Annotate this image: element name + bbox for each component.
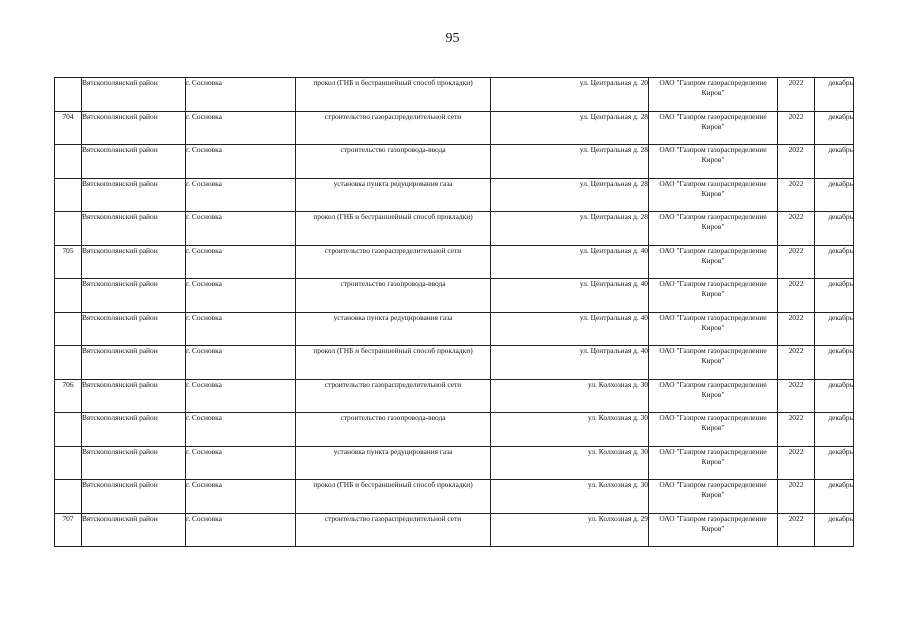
- year-cell: 2022: [778, 145, 815, 179]
- month-cell: декабрь: [815, 212, 854, 246]
- work-type-cell: прокол (ГНБ и бестраншейный способ прокладки): [296, 78, 491, 112]
- row-number: 707: [55, 513, 82, 547]
- address-cell: ул. Центральная д. 40: [491, 312, 649, 346]
- year-cell: 2022: [778, 312, 815, 346]
- settlement-cell: г. Сосновка: [186, 312, 296, 346]
- address-cell: ул. Колхозная д. 30: [491, 480, 649, 514]
- address-cell: ул. Центральная д. 28: [491, 178, 649, 212]
- address-cell: ул. Центральная д. 28: [491, 145, 649, 179]
- table-row: [55, 312, 854, 346]
- year-cell: 2022: [778, 212, 815, 246]
- work-type-cell: строительство газопровода-ввода: [296, 145, 491, 179]
- table-row: [55, 346, 854, 380]
- settlement-cell: г. Сосновка: [186, 145, 296, 179]
- table-body: [55, 78, 854, 547]
- organization-cell: ОАО "Газпром газораспределение Киров": [649, 145, 778, 179]
- year-cell: 2022: [778, 446, 815, 480]
- address-cell: ул. Колхозная д. 30: [491, 446, 649, 480]
- address-cell: ул. Центральная д. 28: [491, 212, 649, 246]
- page-number: 95: [445, 31, 460, 46]
- district-cell: Вятскополянский район: [82, 245, 186, 279]
- year-cell: 2022: [778, 279, 815, 313]
- settlement-cell: г. Сосновка: [186, 513, 296, 547]
- table-row: [55, 145, 854, 179]
- row-number: [55, 480, 82, 514]
- table-row: [55, 279, 854, 313]
- work-type-cell: прокол (ГНБ и бестраншейный способ прокладки): [296, 346, 491, 380]
- work-type-cell: установка пункта редуцирования газа: [296, 446, 491, 480]
- table-row: [55, 379, 854, 413]
- year-cell: 2022: [778, 111, 815, 145]
- year-cell: 2022: [778, 480, 815, 514]
- month-cell: декабрь: [815, 346, 854, 380]
- address-cell: ул. Колхозная д. 29: [491, 513, 649, 547]
- address-cell: ул. Центральная д. 40: [491, 245, 649, 279]
- organization-cell: ОАО "Газпром газораспределение Киров": [649, 513, 778, 547]
- address-cell: ул. Центральная д. 40: [491, 346, 649, 380]
- month-cell: декабрь: [815, 78, 854, 112]
- organization-cell: ОАО "Газпром газораспределение Киров": [649, 312, 778, 346]
- organization-cell: ОАО "Газпром газораспределение Киров": [649, 245, 778, 279]
- settlement-cell: г. Сосновка: [186, 379, 296, 413]
- district-cell: Вятскополянский район: [82, 480, 186, 514]
- address-cell: ул. Центральная д. 28: [491, 111, 649, 145]
- table-row: [55, 413, 854, 447]
- row-number: [55, 178, 82, 212]
- year-cell: 2022: [778, 413, 815, 447]
- address-cell: ул. Центральная д. 40: [491, 279, 649, 313]
- organization-cell: ОАО "Газпром газораспределение Киров": [649, 279, 778, 313]
- organization-cell: ОАО "Газпром газораспределение Киров": [649, 346, 778, 380]
- table-row: [55, 212, 854, 246]
- settlement-cell: г. Сосновка: [186, 178, 296, 212]
- month-cell: декабрь: [815, 480, 854, 514]
- row-number: [55, 212, 82, 246]
- address-cell: ул. Центральная д. 20: [491, 78, 649, 112]
- row-number: [55, 346, 82, 380]
- settlement-cell: г. Сосновка: [186, 279, 296, 313]
- organization-cell: ОАО "Газпром газораспределение Киров": [649, 111, 778, 145]
- organization-cell: ОАО "Газпром газораспределение Киров": [649, 78, 778, 112]
- address-cell: ул. Колхозная д. 30: [491, 379, 649, 413]
- settlement-cell: г. Сосновка: [186, 413, 296, 447]
- district-cell: Вятскополянский район: [82, 279, 186, 313]
- month-cell: декабрь: [815, 513, 854, 547]
- row-number: [55, 279, 82, 313]
- district-cell: Вятскополянский район: [82, 145, 186, 179]
- work-type-cell: установка пункта редуцирования газа: [296, 178, 491, 212]
- row-number: [55, 145, 82, 179]
- district-cell: Вятскополянский район: [82, 312, 186, 346]
- district-cell: Вятскополянский район: [82, 513, 186, 547]
- organization-cell: ОАО "Газпром газораспределение Киров": [649, 379, 778, 413]
- work-type-cell: прокол (ГНБ и бестраншейный способ прокладки): [296, 480, 491, 514]
- month-cell: декабрь: [815, 111, 854, 145]
- work-type-cell: строительство газораспределительной сети: [296, 513, 491, 547]
- year-cell: 2022: [778, 78, 815, 112]
- table-row: [55, 78, 854, 112]
- month-cell: декабрь: [815, 279, 854, 313]
- table-row: [55, 446, 854, 480]
- settlement-cell: г. Сосновка: [186, 78, 296, 112]
- year-cell: 2022: [778, 178, 815, 212]
- district-cell: Вятскополянский район: [82, 212, 186, 246]
- year-cell: 2022: [778, 346, 815, 380]
- table-row: [55, 178, 854, 212]
- district-cell: Вятскополянский район: [82, 111, 186, 145]
- month-cell: декабрь: [815, 413, 854, 447]
- district-cell: Вятскополянский район: [82, 346, 186, 380]
- work-type-cell: строительство газопровода-ввода: [296, 279, 491, 313]
- month-cell: декабрь: [815, 178, 854, 212]
- settlement-cell: г. Сосновка: [186, 480, 296, 514]
- district-cell: Вятскополянский район: [82, 379, 186, 413]
- table-row: [55, 111, 854, 145]
- registry-table: [54, 77, 854, 547]
- settlement-cell: г. Сосновка: [186, 446, 296, 480]
- work-type-cell: установка пункта редуцирования газа: [296, 312, 491, 346]
- work-type-cell: строительство газопровода-ввода: [296, 413, 491, 447]
- month-cell: декабрь: [815, 145, 854, 179]
- district-cell: Вятскополянский район: [82, 413, 186, 447]
- month-cell: декабрь: [815, 312, 854, 346]
- district-cell: Вятскополянский район: [82, 446, 186, 480]
- month-cell: декабрь: [815, 379, 854, 413]
- settlement-cell: г. Сосновка: [186, 245, 296, 279]
- row-number: [55, 312, 82, 346]
- organization-cell: ОАО "Газпром газораспределение Киров": [649, 446, 778, 480]
- year-cell: 2022: [778, 379, 815, 413]
- month-cell: декабрь: [815, 446, 854, 480]
- organization-cell: ОАО "Газпром газораспределение Киров": [649, 212, 778, 246]
- year-cell: 2022: [778, 513, 815, 547]
- month-cell: декабрь: [815, 245, 854, 279]
- organization-cell: ОАО "Газпром газораспределение Киров": [649, 480, 778, 514]
- row-number: [55, 78, 82, 112]
- table-row: [55, 480, 854, 514]
- row-number: 705: [55, 245, 82, 279]
- row-number: 706: [55, 379, 82, 413]
- district-cell: Вятскополянский район: [82, 178, 186, 212]
- organization-cell: ОАО "Газпром газораспределение Киров": [649, 178, 778, 212]
- row-number: [55, 413, 82, 447]
- row-number: 704: [55, 111, 82, 145]
- row-number: [55, 446, 82, 480]
- work-type-cell: строительство газораспределительной сети: [296, 111, 491, 145]
- table-row: [55, 513, 854, 547]
- settlement-cell: г. Сосновка: [186, 212, 296, 246]
- district-cell: Вятскополянский район: [82, 78, 186, 112]
- settlement-cell: г. Сосновка: [186, 346, 296, 380]
- table-row: [55, 245, 854, 279]
- settlement-cell: г. Сосновка: [186, 111, 296, 145]
- address-cell: ул. Колхозная д. 30: [491, 413, 649, 447]
- organization-cell: ОАО "Газпром газораспределение Киров": [649, 413, 778, 447]
- year-cell: 2022: [778, 245, 815, 279]
- work-type-cell: строительство газораспределительной сети: [296, 379, 491, 413]
- work-type-cell: строительство газораспределительной сети: [296, 245, 491, 279]
- work-type-cell: прокол (ГНБ и бестраншейный способ прокладки): [296, 212, 491, 246]
